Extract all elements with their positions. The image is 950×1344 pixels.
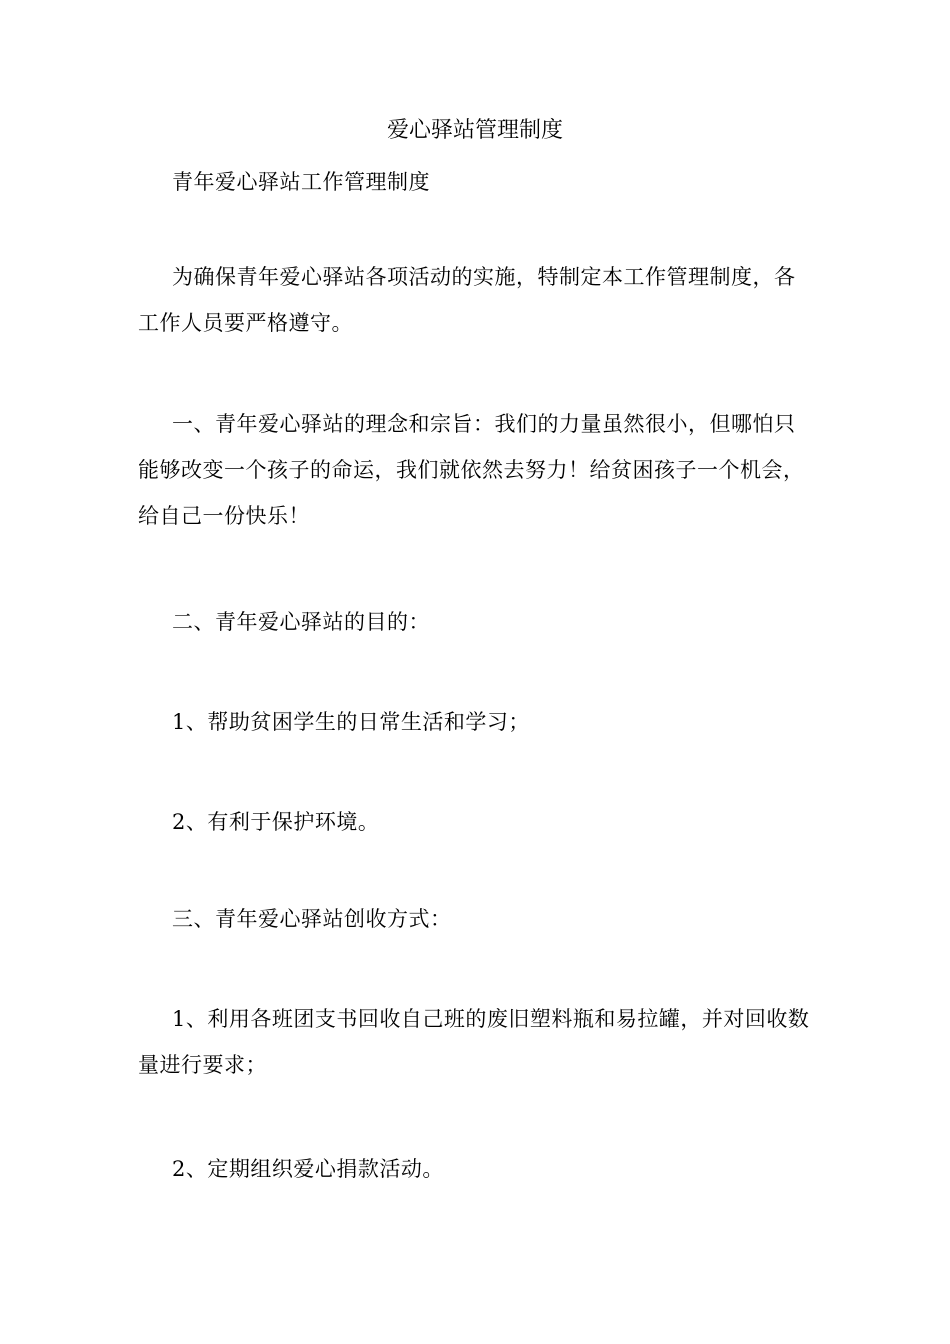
paragraph-section-three-item-2: 2、定期组织爱心捐款活动。 xyxy=(172,1157,444,1181)
paragraph-section-two-item-1: 1、帮助贫困学生的日常生活和学习； xyxy=(172,710,530,734)
document-subtitle: 青年爱心驿站工作管理制度 xyxy=(172,170,430,194)
paragraph-section-three: 三、青年爱心驿站创收方式： xyxy=(172,907,452,931)
document-title: 爱心驿站管理制度 xyxy=(386,118,563,143)
paragraph-section-one: 一、青年爱心驿站的理念和宗旨：我们的力量虽然很小，但哪怕只能够改变一个孩子的命运，我们就依然去努力！给贫困孩子一个机会，给自己一份快乐！ xyxy=(138,412,805,528)
paragraph-section-three-item-1: 1、利用各班团支书回收自己班的废旧塑料瓶和易拉罐，并对回收数量进行要求； xyxy=(138,1007,810,1077)
paragraph-intro: 为确保青年爱心驿站各项活动的实施，特制定本工作管理制度，各工作人员要严格遵守。 xyxy=(138,265,796,335)
paragraph-section-two-item-2: 2、有利于保护环境。 xyxy=(172,810,380,834)
paragraph-section-two: 二、青年爱心驿站的目的： xyxy=(172,610,430,634)
